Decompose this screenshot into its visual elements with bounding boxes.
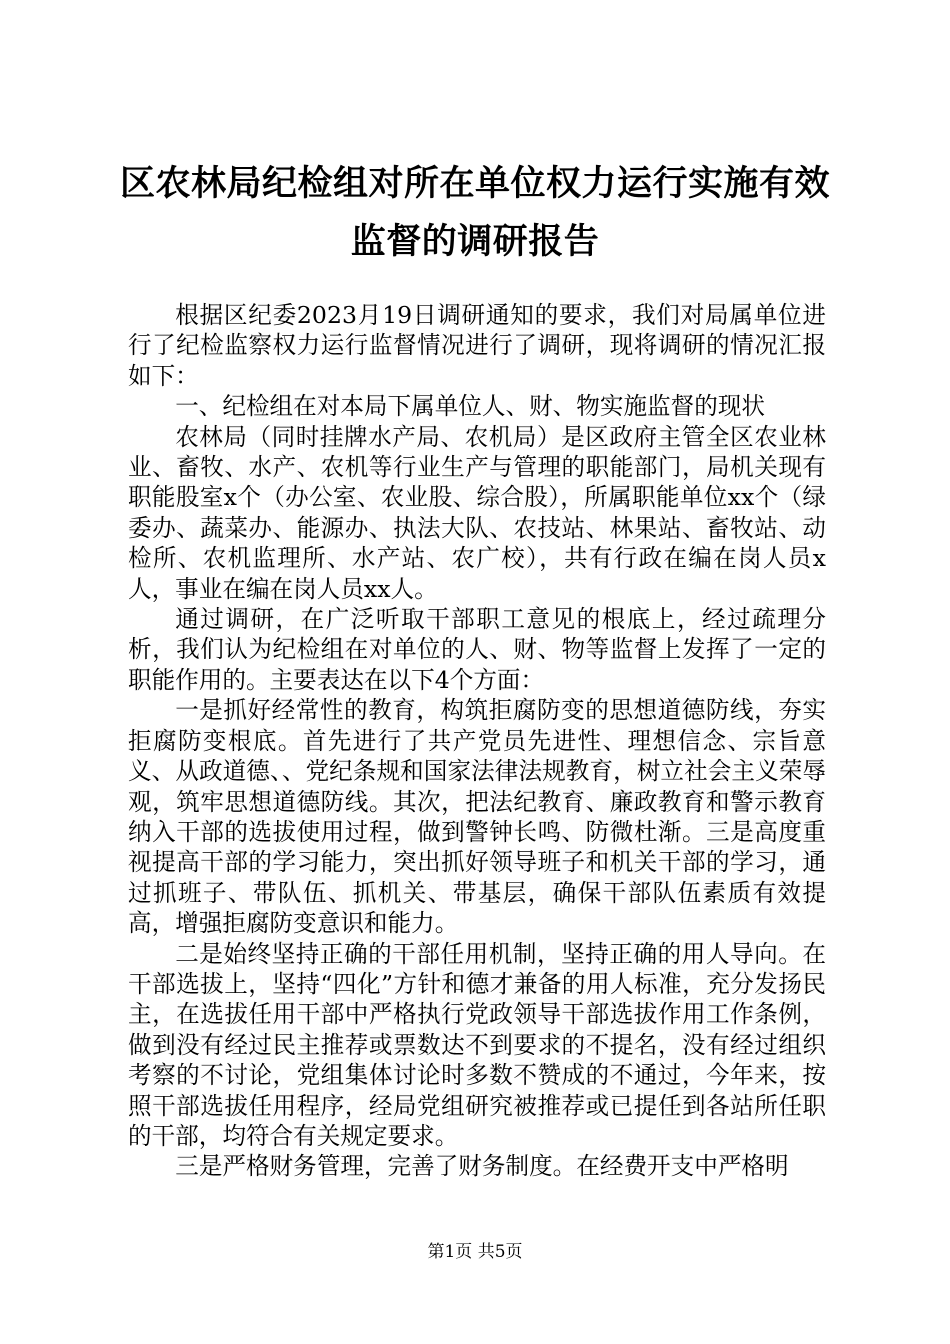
paragraph-point-1: 一是抓好经常性的教育，构筑拒腐防变的思想道德防线，夯实拒腐防变根底。首先进行了共产党员先进性、理想信念、宗旨意义、从政道德、、党纪条规和国家法律法规教育，树立社会主义荣辱观，筑牢思想道德防线。其次，把法纪教育、廉政教育和警示教育纳入干部的选拔使用过程，做到警钟长鸣、防微杜渐。三是高度重视提高干部的学习能力，突出抓好领导班子和机关干部的学习，通过抓班子、带队伍、抓机关、带基层，确保干部队伍素质有效提高，增强拒腐防变意识和能力。	[128, 696, 826, 938]
paragraph-point-2: 二是始终坚持正确的干部任用机制，坚持正确的用人导向。在干部选拔上，坚持“四化”方针和德才兼备的用人标准，充分发扬民主，在选拔任用干部中严格执行党政领导干部选拔作用工作条例，做到没有经过民主推荐或票数达不到要求的不提名，没有经过组织考察的不讨论，党组集体讨论时多数不赞成的不通过，今年来，按照干部选拔任用程序，经局党组研究被推荐或已提任到各站所任职的干部，均符合有关规定要求。	[128, 939, 826, 1150]
paragraph-overview: 农林局（同时挂牌水产局、农机局）是区政府主管全区农业林业、畜牧、水产、农机等行业生产与管理的职能部门，局机关现有职能股室x个（办公室、农业股、综合股），所属职能单位xx个（绿委办、蔬菜办、能源办、执法大队、农技站、林果站、畜牧站、动检所、农机监理所、水产站、农广校），共有行政在编在岗人员x人，事业在编在岗人员xx人。	[128, 422, 826, 603]
document-title-line-1: 区农林局纪检组对所在单位权力运行实施有效	[119, 163, 830, 204]
paragraph-section-heading: 一、纪检组在对本局下属单位人、财、物实施监督的现状	[175, 392, 766, 421]
document-body	[128, 300, 826, 1182]
document-title-line-2: 监督的调研报告	[350, 221, 600, 262]
paragraph-intro: 根据区纪委2023月19日调研通知的要求，我们对局属单位进行了纪检监察权力运行监督情况进行了调研，现将调研的情况汇报如下：	[128, 301, 826, 390]
paragraph-findings-intro: 通过调研，在广泛听取干部职工意见的根底上，经过疏理分析，我们认为纪检组在对单位的人、财、物等监督上发挥了一定的职能作用的。主要表达在以下4个方面：	[128, 605, 826, 694]
page-indicator: 第1页 共5页	[427, 1242, 523, 1262]
paragraph-point-3: 三是严格财务管理，完善了财务制度。在经费开支中严格明	[175, 1152, 789, 1181]
